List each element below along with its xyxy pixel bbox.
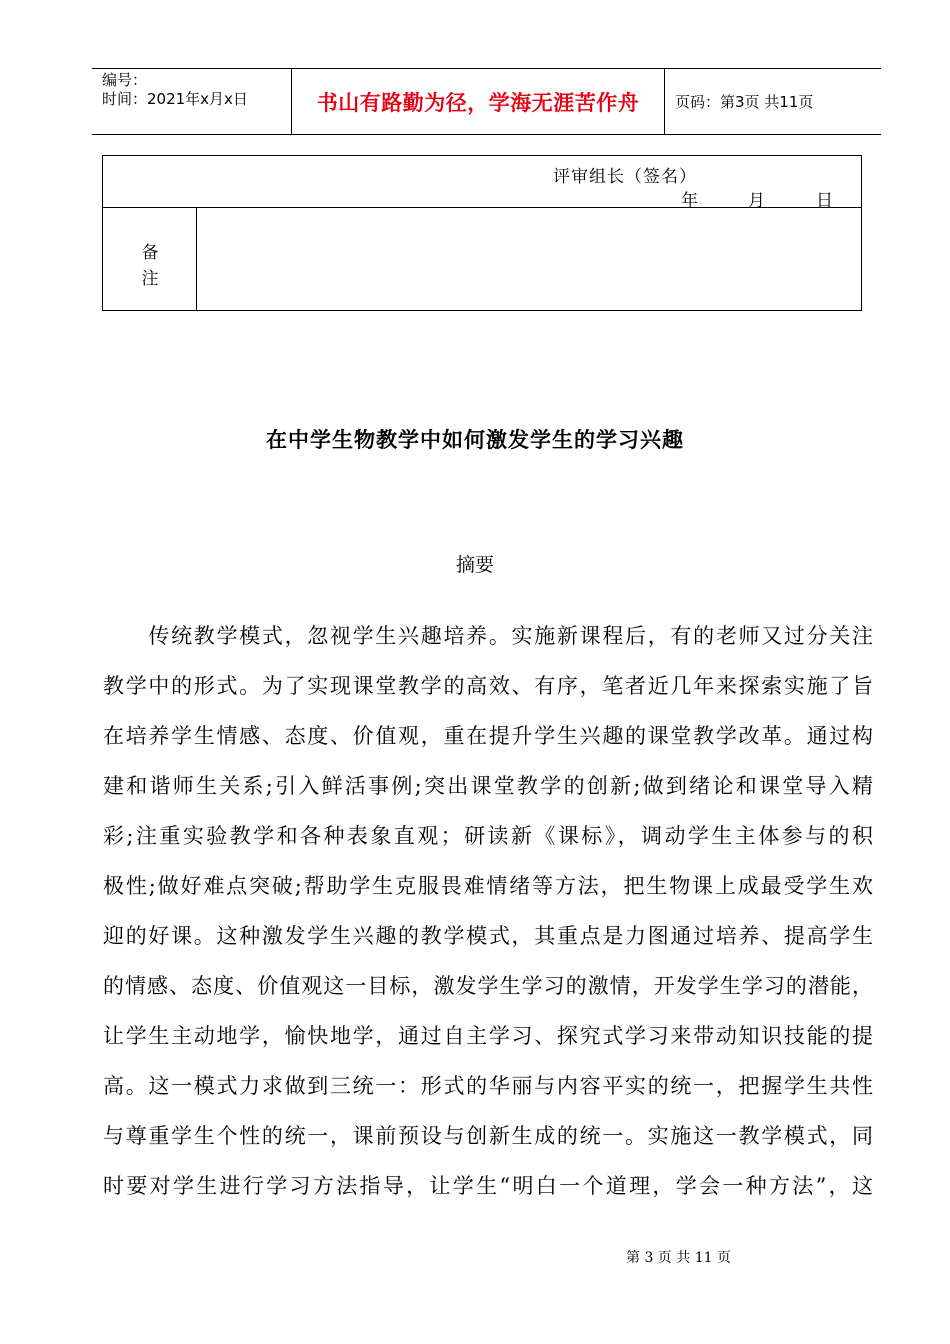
header-meta bbox=[92, 69, 292, 134]
text-line: 迎的好课。这种激发学生兴趣的教学模式，其重点是力图通过培养、提高学生 bbox=[103, 924, 873, 948]
remark-char-2: 注 bbox=[141, 269, 159, 289]
header-motto: 书山有路勤为径，学海无涯苦作舟 bbox=[292, 69, 665, 134]
date-month-label: 月 bbox=[748, 191, 765, 211]
text-line: 时要对学生进行学习方法指导，让学生“明白一个道理，学会一种方法”，这 bbox=[103, 1174, 873, 1198]
date-day-label: 日 bbox=[816, 191, 833, 211]
text-line: 教学中的形式。为了实现课堂教学的高效、有序，笔者近几年来探索实施了旨 bbox=[103, 674, 873, 698]
number-label: 编号： bbox=[102, 71, 148, 89]
document-title: 在中学生物教学中如何激发学生的学习兴趣 bbox=[266, 428, 684, 452]
text-line: 在培养学生情感、态度、价值观，重在提升学生兴趣的课堂教学改革。通过构 bbox=[103, 724, 873, 748]
text-line: 建和谐师生关系;引入鲜活事例;突出课堂教学的创新;做到绪论和课堂导入精 bbox=[103, 774, 873, 798]
time-label: 时间：2021年x月x日 bbox=[102, 90, 248, 108]
text-line: 高。这一模式力求做到三统一：形式的华丽与内容平实的统一，把握学生共性 bbox=[103, 1074, 873, 1098]
remark-row bbox=[103, 208, 861, 310]
leader-signature-label: 评审组长（签名） bbox=[553, 167, 697, 187]
signature-row bbox=[103, 156, 861, 211]
remark-label bbox=[103, 208, 197, 310]
text-line: 极性;做好难点突破;帮助学生克服畏难情绪等方法，把生物课上成最受学生欢 bbox=[103, 874, 873, 898]
abstract-heading: 摘要 bbox=[455, 554, 494, 576]
text-line: 与尊重学生个性的统一，课前预设与创新生成的统一。实施这一教学模式，同 bbox=[103, 1124, 873, 1148]
text-line: 传统教学模式，忽视学生兴趣培养。实施新课程后，有的老师又过分关注 bbox=[103, 624, 873, 648]
page-header bbox=[92, 68, 881, 135]
remark-char-1: 备 bbox=[141, 243, 159, 263]
remark-content bbox=[197, 208, 861, 310]
review-table bbox=[102, 155, 862, 311]
page-footer: 第 3 页 共 11 页 bbox=[626, 1250, 731, 1266]
text-line: 的情感、态度、价值观这一目标，激发学生学习的激情，开发学生学习的潜能， bbox=[103, 974, 873, 998]
text-line: 让学生主动地学，愉快地学，通过自主学习、探究式学习来带动知识技能的提 bbox=[103, 1024, 873, 1048]
date-year-label: 年 bbox=[681, 191, 698, 211]
text-line: 彩;注重实验教学和各种表象直观；研读新《课标》，调动学生主体参与的积 bbox=[103, 824, 873, 848]
header-page-info: 页码：第3页 共11页 bbox=[675, 93, 814, 111]
